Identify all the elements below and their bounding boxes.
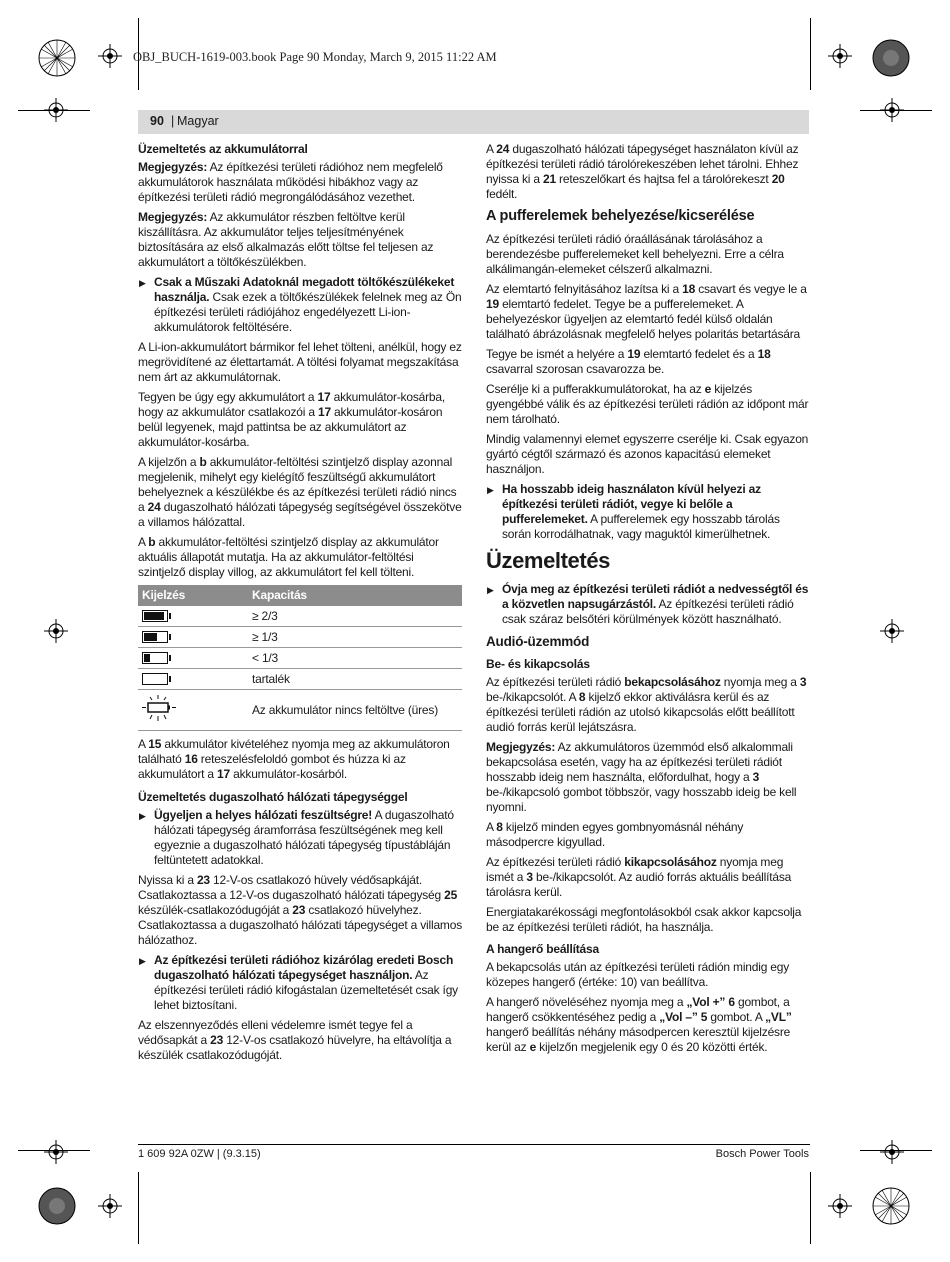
right-column	[486, 142, 810, 1060]
print-slug: OBJ_BUCH-1619-003.book Page 90 Monday, March 9, 2015 11:22 AM	[133, 50, 497, 64]
paragraph: Az építkezési területi rádió óraállásának tárolásához a berendezésbe pufferelemeket kell behelyezni. Erre a célra alkálimangán-elemeket célszerű alkalmazni.	[486, 232, 784, 276]
crosshair-mark-bottom-left-a	[98, 1194, 122, 1218]
table-cell-capacity: < 1/3	[248, 648, 462, 669]
heading-pufferelemek: A pufferelemek behelyezése/kicserélése	[486, 208, 755, 224]
heading-dugaszolhato: Üzemeltetés dugaszolható hálózati tápegységgel	[138, 790, 408, 804]
paragraph: Az elemtartó felnyitásához lazítsa ki a 18 csavart és vegye le a 19 elemtartó fedelet. Tegye be a pufferelemeket. A behelyezéskor ügyeljen az elemtartó fedél külső oldalán található ábrázolásnak megfelelő helyes polaritás betartására	[486, 282, 807, 341]
table-cell-icon	[138, 627, 248, 648]
note-paragraph: Megjegyzés: Az akkumulátoros üzemmód első alkalommali bekapcsolása esetén, vagy ha az építkezési területi rádiót hosszabb ideig nem használta, előfordulhat, hogy a 3 be-/kikapcsoló gombot többször, vagy hosszabb ideig be kell nyomni.	[486, 740, 797, 814]
table-cell-icon	[138, 648, 248, 669]
paragraph: A bekapcsolás után az építkezési területi rádión mindig egy közepes hangerő (értéke: 10) van beállítva.	[486, 960, 790, 989]
bullet-triangle-icon: ▶	[139, 278, 146, 288]
paragraph: A hangerő növeléséhez nyomja meg a „Vol +” 6 gombot, a hangerő csökkentéséhez pedig a „Vol –” 5 gombot. A „VL” hangerő beállítás néhány másodpercen keresztül kijelzésre kerül az e kijelzőn megjelenik egy 0 és 20 közötti érték.	[486, 995, 792, 1054]
bullet-triangle-icon: ▶	[487, 485, 494, 495]
battery-two-thirds-icon	[142, 631, 168, 643]
footer-right: Bosch Power Tools	[715, 1148, 809, 1160]
crosshair-mark-mid-left	[44, 619, 68, 643]
table-header: Kapacitás	[248, 585, 462, 606]
heading-be-ki: Be- és kikapcsolás	[486, 657, 590, 671]
crosshair-mark-bottom-right-b	[880, 1140, 904, 1164]
table-row	[138, 648, 462, 669]
table-cell-capacity: Az akkumulátor nincs feltöltve (üres)	[248, 690, 462, 731]
table-cell-icon	[138, 690, 248, 731]
paragraph: A Li-ion-akkumulátort bármikor fel lehet tölteni, anélkül, hogy ez megrövidítené az élettartamát. A töltési folyamat megszakítása nem árt az akkumulátornak.	[138, 340, 462, 384]
paragraph: Tegyen be úgy egy akkumulátort a 17 akkumulátor-kosárba, hogy az akkumulátor csatlakozói a 17 akkumulátor-kosáron belül legyenek, majd pattintsa be az akkumulátort az akkumulátor-kosárba.	[138, 390, 445, 449]
table-cell-icon	[138, 606, 248, 627]
battery-fill	[144, 612, 164, 620]
paragraph: Energiatakarékossági megfontolásokból csak akkor kapcsolja be az építkezési területi rádiót, ha használja.	[486, 905, 802, 934]
crosshair-mark-mid-right	[880, 619, 904, 643]
crop-line	[860, 1150, 932, 1151]
table-row	[138, 606, 462, 627]
bullet-item: ▶ Ha hosszabb ideig használaton kívül helyezi az építkezési területi rádiót, vegye ki belőle a pufferelemeket. A pufferelemek egy hosszabb tárolás során korrodálhatnak, vagy maguktól kimerülhetnek.	[487, 482, 780, 541]
battery-full-icon	[142, 610, 168, 622]
table-row	[138, 669, 462, 690]
registration-mark-top-left	[37, 38, 77, 78]
registration-mark-top-right	[871, 38, 911, 78]
page-header	[138, 110, 809, 134]
footer-rule	[138, 1144, 810, 1145]
crosshair-mark-top-right-a	[828, 44, 852, 68]
battery-fill	[144, 654, 150, 662]
paragraph: Nyissa ki a 23 12-V-os csatlakozó hüvely védősapkáját. Csatlakoztassa a 12-V-os dugaszolható hálózati tápegység 25 készülék-csatlakozódugóját a 23 csatlakozó hüvelyhez. Csatlakoztassa a dugaszolható hálózati tápegységet a villamos hálózathoz.	[138, 873, 462, 947]
crop-line	[18, 110, 90, 111]
crop-line	[860, 110, 932, 111]
heading-hangero: A hangerő beállítása	[486, 942, 599, 956]
paragraph: Az építkezési területi rádió kikapcsolásához nyomja meg ismét a 3 be-/kikapcsolót. Az audió forrás aktuális beállítása tárolásra kerül.	[486, 855, 792, 899]
table-row	[138, 627, 462, 648]
capacity-table	[138, 585, 462, 731]
battery-blinking-icon	[142, 694, 176, 726]
crop-line	[18, 1150, 90, 1151]
crosshair-mark-top-left-a	[98, 44, 122, 68]
note-paragraph: Megjegyzés: Az akkumulátor részben feltöltve kerül kiszállításra. Az akkumulátor teljes teljesítményének biztosítására az első alkalmazás előtt töltse fel teljesen az akkumulátort a töltőkészülékben.	[138, 210, 434, 269]
table-row	[138, 690, 462, 731]
paragraph: A 15 akkumulátor kivételéhez nyomja meg az akkumulátoron található 16 reteszelésfeloldó gombot és húzza ki az akkumulátort a 17 akkumulátor-kosárból.	[138, 737, 450, 781]
heading-uzemeltetes: Üzemeltetés	[486, 548, 610, 573]
bullet-item: ▶ Óvja meg az építkezési területi rádiót a nedvességtől és a közvetlen napsugárzástól. Az építkezési területi rádió csak száraz belsőtéri körülmények között használható.	[487, 582, 809, 626]
table-cell-icon	[138, 669, 248, 690]
heading-audio: Audió-üzemmód	[486, 634, 590, 649]
paragraph: Mindig valamennyi elemet egyszerre cserélje ki. Csak egyazon gyártó cégtől származó és azonos kapacitású elemeket használjon.	[486, 432, 809, 476]
header-language: Magyar	[177, 114, 219, 128]
registration-mark-bottom-left	[37, 1186, 77, 1226]
footer-left: 1 609 92A 0ZW | (9.3.15)	[138, 1148, 261, 1160]
paragraph: Az építkezési területi rádió bekapcsolásához nyomja meg a 3 be-/kikapcsolót. A 8 kijelző ekkor aktiválásra kerül és az építkezési területi rádión az utolsó kikapcsolás előtt beállított audió forrás kerül lejátszásra.	[486, 675, 807, 734]
crop-line	[138, 1172, 139, 1244]
page-number: 90	[150, 114, 164, 128]
paragraph: Tegye be ismét a helyére a 19 elemtartó fedelet és a 18 csavarral szorosan csavarozza be.	[486, 347, 771, 376]
registration-mark-bottom-right	[871, 1186, 911, 1226]
paragraph: Cserélje ki a pufferakkumulátorokat, ha az e kijelzés gyengébbé válik és az építkezési területi rádión az időpont már nem tárolható.	[486, 382, 809, 426]
note-paragraph: Megjegyzés: Az építkezési területi rádióhoz nem megfelelő akkumulátorok használata működési hibákhoz vagy az építkezési területi rádió megrongálódásához vezethet.	[138, 160, 443, 204]
crosshair-mark-bottom-left-b	[44, 1140, 68, 1164]
crosshair-mark-bottom-right-a	[828, 1194, 852, 1218]
table-cell-capacity: ≥ 1/3	[248, 627, 462, 648]
crop-line	[810, 1172, 811, 1244]
battery-empty-icon	[142, 673, 168, 685]
paragraph: A kijelzőn a b akkumulátor-feltöltési szintjelző display azonnal megjelenik, mihelyt egy kielégítő feszültségű akkumulátort behelyeznek a készülékbe és az építkezési területi rádió nincs a 24 dugaszolható hálózati tápegység segítségével összekötve a villamos hálózattal.	[138, 455, 462, 529]
header-separator: |	[171, 114, 175, 128]
bullet-item: ▶ Csak a Műszaki Adatoknál megadott töltőkészülékeket használja. Csak ezek a töltőkészülékek felelnek meg az Ön építkezési területi rádiójához engedélyezett Li-ion-akkumulátorok feltöltésére.	[139, 275, 462, 334]
table-cell-capacity: tartalék	[248, 669, 462, 690]
bullet-item: ▶ Az építkezési területi rádióhoz kizárólag eredeti Bosch dugaszolható hálózati tápegységet használjon. Az építkezési területi rádió kifogástalan üzemeltetését csak így lehet biztosítani.	[139, 953, 458, 1012]
bullet-triangle-icon: ▶	[139, 811, 146, 821]
heading-akku: Üzemeltetés az akkumulátorral	[138, 142, 308, 156]
bullet-item: ▶ Ügyeljen a helyes hálózati feszültségre! A dugaszolható hálózati tápegység áramforrása feszültségének meg kell egyeznie a dugaszolható hálózati tápegység típustábláján feltüntetett adatokkal.	[139, 808, 454, 867]
crop-line	[810, 18, 811, 90]
bullet-triangle-icon: ▶	[487, 585, 494, 595]
battery-fill	[144, 633, 157, 641]
battery-one-third-icon	[142, 652, 168, 664]
table-header: Kijelzés	[138, 585, 248, 606]
paragraph: A 24 dugaszolható hálózati tápegységet használaton kívül az építkezési területi rádió tárolórekeszében lehet tárolni. Ehhez nyissa ki a 21 reteszelőkart és hajtsa fel a tárolórekeszt 20 fedélt.	[486, 142, 799, 201]
paragraph: A 8 kijelző minden egyes gombnyomásnál néhány másodpercre kigyullad.	[486, 820, 744, 849]
paragraph: Az elszennyeződés elleni védelemre ismét tegye fel a védősapkát a 23 12-V-os csatlakozó hüvelyre, ha eltávolítja a készülék csatlakozódugóját.	[138, 1018, 452, 1062]
table-cell-capacity: ≥ 2/3	[248, 606, 462, 627]
bullet-triangle-icon: ▶	[139, 956, 146, 966]
paragraph: A b akkumulátor-feltöltési szintjelző display az akkumulátor aktuális állapotát mutatja. Ha az akkumulátor-feltöltési szintjelző display villog, az akkumulátort fel kell tölteni.	[138, 535, 439, 579]
left-column	[138, 142, 462, 1068]
